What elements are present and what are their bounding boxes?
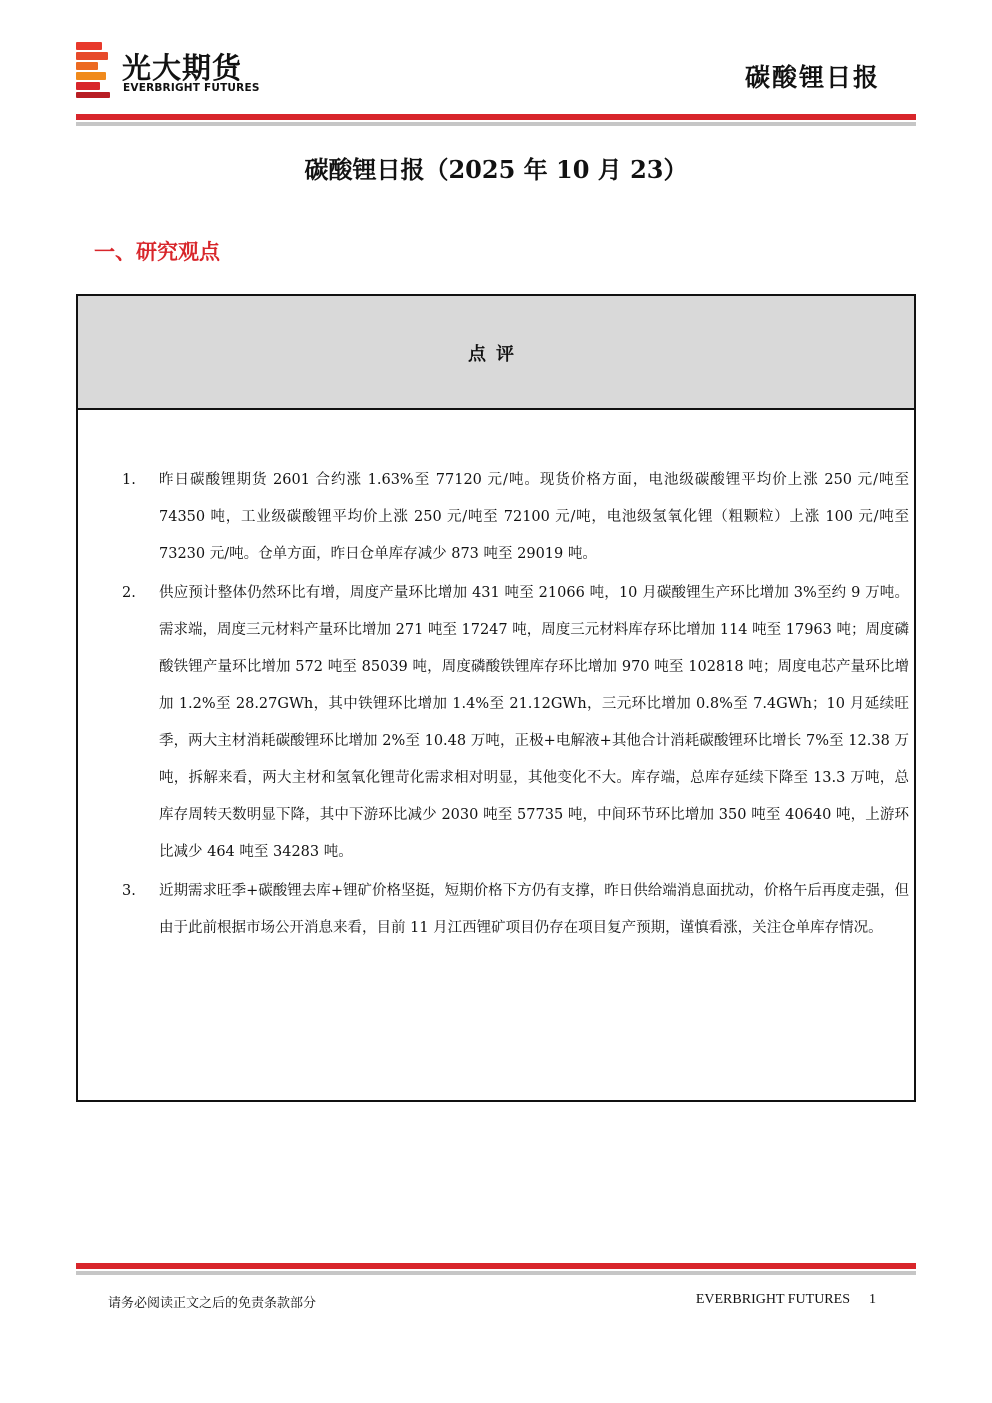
- document-title: 碳酸锂日报（2025 年 10 月 23）: [304, 155, 688, 184]
- page-number: 1: [869, 1292, 876, 1307]
- company-logo: [76, 42, 296, 98]
- logo-text-en: EVERBRIGHT FUTURES: [123, 82, 260, 94]
- list-item-number: 2.: [122, 585, 136, 601]
- commentary-box: [76, 294, 916, 1102]
- list-item-text: 昨日碳酸锂期货 2601 合约涨 1.63%至 77120 元/吨。现货价格方面，电池级碳酸锂平均价上涨 250 元/吨至 74350 吨，工业级碳酸锂平均价上涨 250 元/吨至 72100 元/吨，电池级氢氧化锂（粗颗粒）上涨 100 元/吨至 73230 元/吨。仓单方面，昨日仓单库存减少 873 吨至 29019 吨。: [159, 472, 909, 562]
- footer-brand-page: [696, 1292, 876, 1308]
- list-item-number: 3.: [122, 883, 136, 899]
- header-divider-grey: [76, 122, 916, 126]
- list-item-number: 1.: [122, 472, 136, 488]
- commentary-header: [78, 296, 914, 410]
- list-item: [78, 575, 914, 871]
- list-item-text: 近期需求旺季+碳酸锂去库+锂矿价格坚挺，短期价格下方仍有支撑，昨日供给端消息面扰动，价格午后再度走强，但由于此前根据市场公开消息来看，目前 11 月江西锂矿项目仍存在项目复产预期，谨慎看涨，关注仓单库存情况。: [159, 883, 909, 936]
- logo-text-cn: 光大期货: [122, 51, 243, 85]
- footer-divider-red: [76, 1263, 916, 1269]
- list-item-text: 供应预计整体仍然环比有增，周度产量环比增加 431 吨至 21066 吨，10 月碳酸锂生产环比增加 3%至约 9 万吨。需求端，周度三元材料产量环比增加 271 吨至 17247 吨，周度三元材料库存环比增加 114 吨至 17963 吨；周度磷酸铁锂产量环比增加 572 吨至 85039 吨，周度磷酸铁锂库存环比增加 970 吨至 102818 吨；周度电芯产量环比增加 1.2%至 28.27GWh，其中铁锂环比增加 1.4%至 21.12GWh，三元环比增加 0.8%至 7.4GWh；10 月延续旺季，两大主材消耗碳酸锂环比增加 2%至 10.48 万吨，正极+电解液+其他合计消耗碳酸锂环比增长 7%至 12.38 万吨，拆解来看，两大主材和氢氧化锂苛化需求相对明显，其他变化不大。库存端，总库存延续下降至 13.3 万吨，总库存周转天数明显下降，其中下游环比减少 2030 吨至 57735 吨，中间环节环比增加 350 吨至 40640 吨，上游环比减少 464 吨至 34283 吨。: [159, 585, 909, 860]
- commentary-header-label: 点评: [468, 344, 524, 365]
- commentary-points: [78, 462, 914, 949]
- footer-disclaimer: 请务必阅读正文之后的免责条款部分: [108, 1296, 317, 1311]
- list-item: [78, 873, 914, 947]
- logo-mark-icon: [76, 42, 110, 98]
- header-divider-red: [76, 114, 916, 120]
- list-item: [78, 462, 914, 573]
- footer-brand: EVERBRIGHT FUTURES: [695, 1292, 850, 1307]
- section-heading: 一、研究观点: [94, 240, 220, 264]
- header-title: 碳酸锂日报: [744, 63, 880, 92]
- footer-divider-grey: [76, 1271, 916, 1275]
